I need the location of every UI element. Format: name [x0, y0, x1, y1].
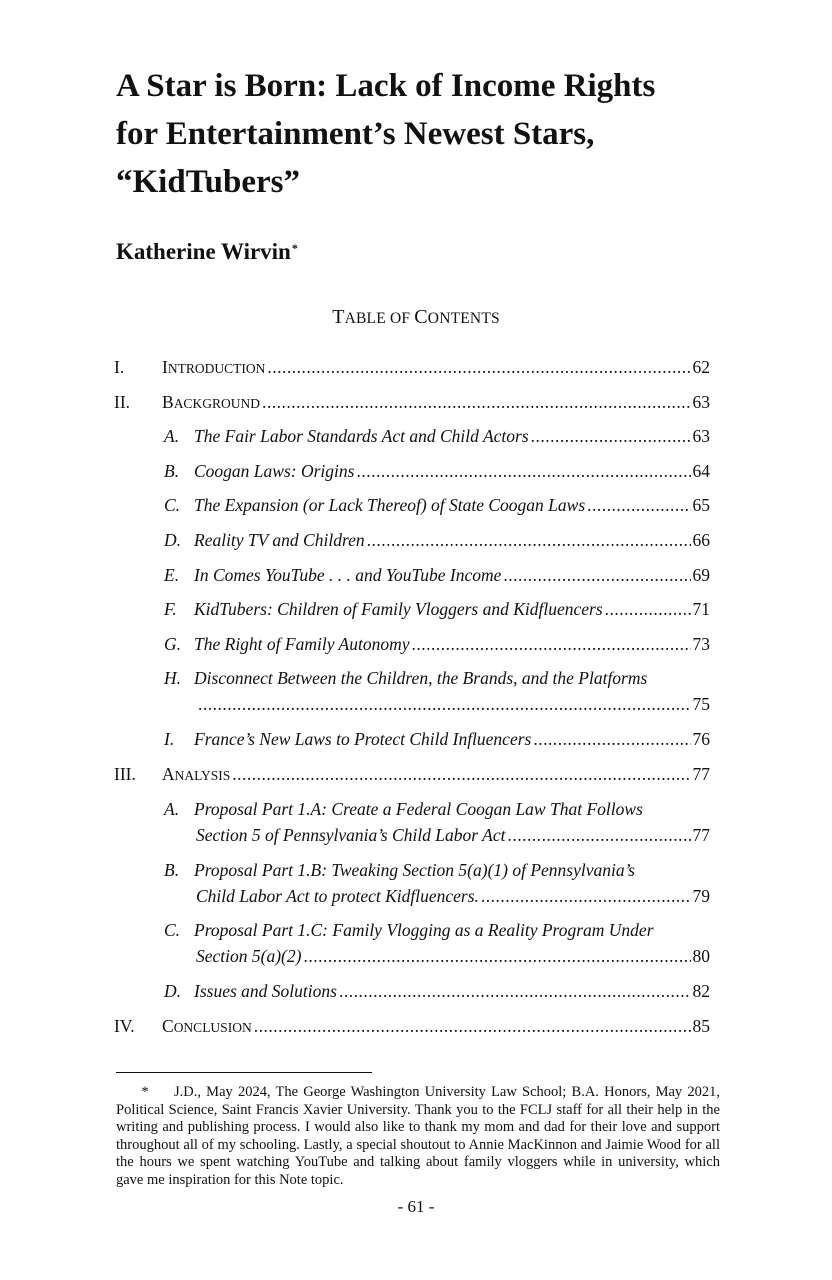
toc-entry-page: 69 — [692, 565, 710, 585]
toc-entry-label: The Fair Labor Standards Act and Child Actors — [194, 426, 529, 446]
toc-entry-label: In Comes YouTube . . . and YouTube Income — [194, 565, 502, 585]
footnote-mark: * — [141, 1084, 149, 1100]
title-line-2: for Entertainment’s Newest Stars, — [116, 116, 595, 152]
toc-leader-dots — [587, 490, 690, 520]
toc-leader-dots — [531, 421, 691, 451]
toc-leader-dots — [367, 525, 691, 555]
toc-leader-dots — [503, 560, 690, 590]
toc-leader-dots — [232, 759, 690, 789]
toc-entry-france-laws[interactable] — [114, 724, 710, 754]
toc-entry-number: III. — [114, 764, 136, 784]
toc-entry-coogan-origins[interactable] — [114, 456, 710, 486]
toc-entry-page: 80 — [692, 946, 710, 966]
toc-entry-number: D. — [164, 530, 182, 550]
toc-entry-number: D. — [164, 981, 182, 1001]
page-number: - 61 - — [397, 1197, 435, 1216]
toc-entry-number: B. — [164, 860, 180, 880]
footnote — [116, 1084, 720, 1190]
toc-entry-family-autonomy[interactable] — [114, 629, 710, 659]
toc-entry-coogan-expansion[interactable] — [114, 490, 710, 520]
toc-entry-number: I. — [114, 357, 125, 377]
toc-heading-cap-2: C — [414, 306, 428, 328]
toc-entry-page: 75 — [692, 694, 710, 714]
toc-entry-number: II. — [114, 392, 131, 412]
toc-entry-label: CONCLUSION — [162, 1016, 252, 1036]
toc-entry-number: H. — [164, 668, 182, 688]
author-footnote-mark[interactable]: * — [291, 241, 298, 255]
toc-leader-dots — [303, 941, 690, 971]
toc-entry-number: C. — [164, 495, 181, 515]
toc-leader-dots — [533, 724, 690, 754]
toc-entry-label: Proposal Part 1.A: Create a Federal Coogan Law That Follows — [194, 799, 643, 819]
toc-leader-dots — [339, 976, 691, 1006]
toc-entry-proposal-1a-line2[interactable] — [114, 820, 710, 850]
toc-entry-label: France’s New Laws to Protect Child Influencers — [194, 729, 532, 749]
footnote-text: J.D., May 2024, The George Washington University Law School; B.A. Honors, May 2021, Political Science, Saint Francis Xavier University. Thank you to the FCLJ staff for all their help in the writing and publishing process. I would also like to thank my mom and dad for their love and support throughout all of my schooling. Lastly, a special shoutout to Annie MacKinnon and Jaimie Wood for all the hours we spent watching YouTube and talking about family vloggers while in university, which gave me inspiration for this Note topic. — [116, 1084, 720, 1188]
toc-entry-proposal-1b-line2[interactable] — [114, 881, 710, 911]
toc-entry-label: BACKGROUND — [162, 392, 260, 412]
toc-entry-label: Disconnect Between the Children, the Brands, and the Platforms — [194, 668, 648, 688]
toc-entry-label: Proposal Part 1.C: Family Vlogging as a Reality Program Under — [194, 920, 654, 940]
toc-entry-label: Child Labor Act to protect Kidfluencers. — [196, 886, 479, 906]
toc-entry-kidtubers[interactable] — [114, 594, 710, 624]
footnote-divider — [116, 1072, 372, 1073]
toc-entry-label: INTRODUCTION — [162, 357, 266, 377]
toc-entry-page: 66 — [692, 530, 710, 550]
toc-entry-page: 71 — [692, 599, 710, 619]
toc-entry-label: The Expansion (or Lack Thereof) of State Coogan Laws — [194, 495, 586, 515]
toc-leader-dots — [481, 881, 691, 911]
toc-heading-cap-1: T — [332, 306, 345, 328]
toc-entry-number: IV. — [114, 1016, 135, 1036]
toc-entry-issues-solutions[interactable] — [114, 976, 710, 1006]
toc-entry-background[interactable] — [114, 387, 710, 417]
toc-leader-dots — [412, 629, 691, 659]
author-name-text: Katherine Wirvin — [116, 239, 291, 264]
toc-entry-label: ANALYSIS — [162, 764, 231, 784]
toc-entry-page: 73 — [692, 634, 710, 654]
toc-entry-number: A. — [164, 426, 180, 446]
toc-entry-reality-tv[interactable] — [114, 525, 710, 555]
toc-entry-number: I. — [164, 729, 175, 749]
toc-entry-number: E. — [164, 565, 180, 585]
toc-leader-dots — [605, 594, 691, 624]
toc-entry-page: 77 — [692, 764, 710, 784]
toc-entry-page: 63 — [692, 426, 710, 446]
toc-entry-page: 85 — [692, 1016, 710, 1036]
toc-leader-dots — [507, 820, 690, 850]
toc-entry-label: Section 5 of Pennsylvania’s Child Labor Act — [196, 825, 506, 845]
toc-entry-page: 76 — [692, 729, 710, 749]
toc-entry-page: 79 — [692, 886, 710, 906]
toc-leader-dots — [198, 689, 691, 719]
toc-entry-number: C. — [164, 920, 181, 940]
toc-heading-rest-2: ONTENTS — [427, 310, 500, 327]
toc-entry-disconnect-leader[interactable] — [114, 689, 710, 719]
toc-entry-proposal-1c-line2[interactable] — [114, 941, 710, 971]
toc-entry-youtube-income[interactable] — [114, 560, 710, 590]
toc-entry-number: B. — [164, 461, 180, 481]
toc-entry-analysis[interactable] — [114, 759, 710, 789]
toc-leader-dots — [262, 387, 691, 417]
toc-entry-page: 64 — [692, 461, 710, 481]
toc-entry-page: 77 — [692, 825, 710, 845]
toc-heading-rest-1: ABLE OF — [344, 310, 415, 327]
toc-entry-label: Reality TV and Children — [194, 530, 365, 550]
toc-entry-page: 63 — [692, 392, 710, 412]
toc-leader-dots — [254, 1011, 691, 1041]
toc-entry-page: 62 — [692, 357, 710, 377]
toc-entry-label: Proposal Part 1.B: Tweaking Section 5(a)(1) of Pennsylvania’s — [194, 860, 635, 880]
article-title — [116, 62, 756, 206]
toc-entry-label: Section 5(a)(2) — [196, 946, 302, 966]
toc-leader-dots — [356, 456, 690, 486]
toc-entry-label: Coogan Laws: Origins — [194, 461, 355, 481]
toc-entry-flsa[interactable] — [114, 421, 710, 451]
toc-entry-page: 65 — [692, 495, 710, 515]
toc-entry-page: 82 — [692, 981, 710, 1001]
toc-entry-number: G. — [164, 634, 182, 654]
title-line-1: A Star is Born: Lack of Income Rights — [116, 68, 656, 104]
title-line-3: “KidTubers” — [116, 164, 301, 200]
toc-entry-number: F. — [164, 599, 177, 619]
toc-entry-number: A. — [164, 799, 180, 819]
toc-entry-label: Issues and Solutions — [194, 981, 337, 1001]
toc-entry-label: KidTubers: Children of Family Vloggers and Kidfluencers — [194, 599, 603, 619]
toc-entry-conclusion[interactable] — [114, 1011, 710, 1041]
toc-leader-dots — [267, 352, 690, 382]
toc-entry-label: The Right of Family Autonomy — [194, 634, 410, 654]
author-name — [116, 236, 298, 268]
toc-entry-introduction[interactable] — [114, 352, 710, 382]
toc-heading — [0, 302, 832, 334]
